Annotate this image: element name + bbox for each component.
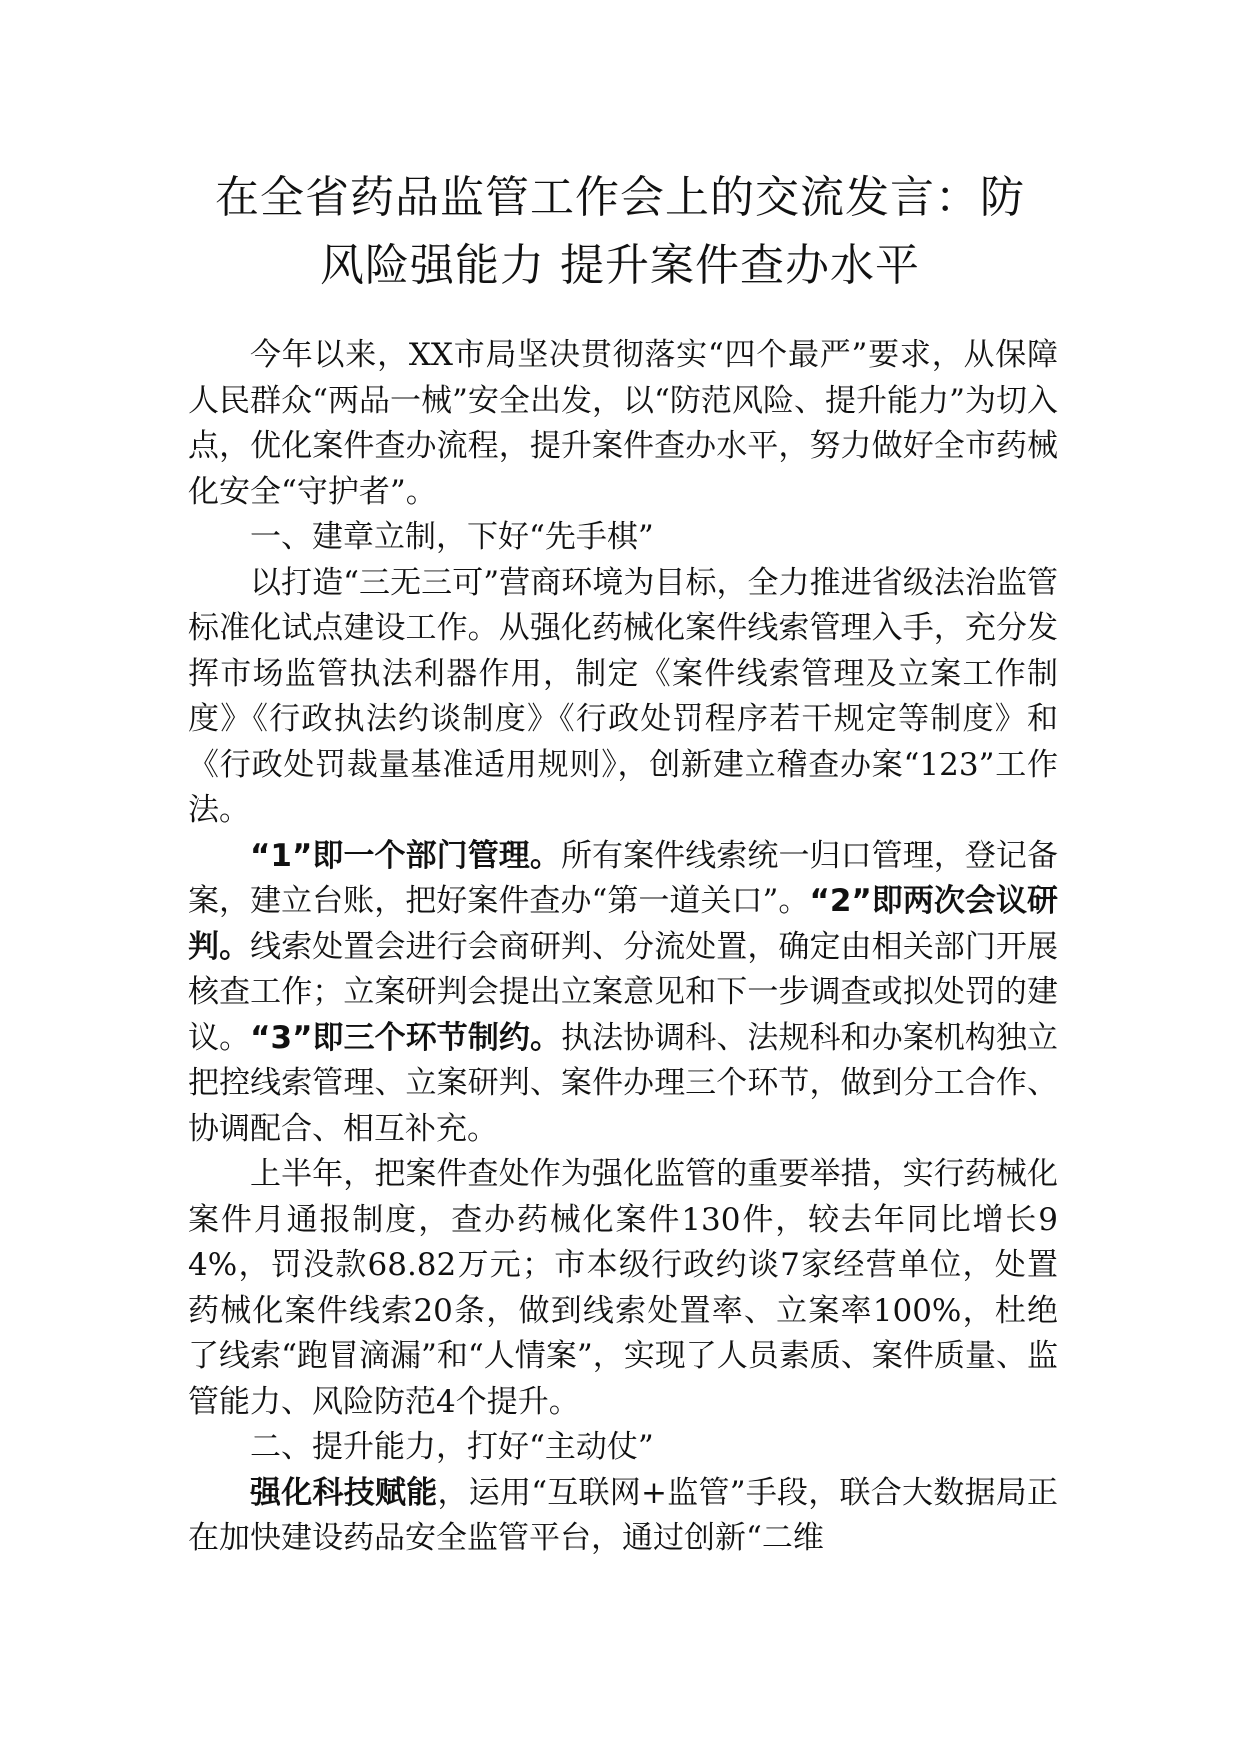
paragraph-text-tech: ，运用“互联网+监管”手段，联合大数据局正在加快建设药品安全监管平台，通过创新“二维 xyxy=(188,1474,1059,1556)
paragraph-text-2: 线索处置会进行会商研判、分流处置，确定由相关部门开展核查工作；立案研判会提出立案意见和下一步调查或拟处罚的建议。 xyxy=(188,928,1059,1056)
intro-paragraph: 今年以来，XX市局坚决贯彻落实“四个最严”要求，从保障人民群众“两品一械”安全出发，以“防范风险、提升能力”为切入点，优化案件查办流程，提升案件查办水平，努力做好全市药械化安全“守护者”。 xyxy=(188,337,1058,510)
bold-lead-3: “3”即三个环节制约。 xyxy=(250,1019,562,1056)
section-2-heading: 二、提升能力，打好“主动仗” xyxy=(250,1429,654,1465)
section-2-paragraph-1 xyxy=(188,1471,1058,1562)
document-title-line-1: 在全省药品监管工作会上的交流发言：防 xyxy=(215,172,1025,223)
bold-lead-2: “2”即两次会议研判。 xyxy=(188,883,1058,965)
section-1-paragraph-1: 以打造“三无三可”营商环境为目标，全力推进省级法治监管标准化试点建设工作。从强化药械化案件线索管理入手，充分发挥市场监管执法利器作用，制定《案件线索管理及立案工作制度》《行政执法约谈制度》《行政处罚程序若干规定等制度》和《行政处罚裁量基准适用规则》，创新建立稽查办案“123”工作法。 xyxy=(188,564,1058,828)
bold-lead-tech: 强化科技赋能 xyxy=(250,1474,438,1511)
section-1-paragraph-2 xyxy=(188,834,1058,1153)
document-title-line-2: 风险强能力 提升案件查办水平 xyxy=(320,240,920,291)
paragraph-text-3: 执法协调科、法规科和办案机构独立把控线索管理、立案研判、案件办理三个环节，做到分工合作、协调配合、相互补充。 xyxy=(188,1019,1059,1147)
paragraph-text-1: 所有案件线索统一归口管理，登记备案，建立台账，把好案件查办“第一道关口”。 xyxy=(188,837,1058,919)
bold-lead-1: “1”即一个部门管理。 xyxy=(250,837,561,874)
section-1-heading: 一、建章立制，下好“先手棋” xyxy=(250,519,654,555)
section-1-paragraph-3: 上半年，把案件查处作为强化监管的重要举措，实行药械化案件月通报制度，查办药械化案件130件，较去年同比增长94%，罚没款68.82万元；市本级行政约谈7家经营单位，处置药械化案件线索20条，做到线索处置率、立案率100%，杜绝了线索“跑冒滴漏”和“人情案”，实现了人员素质、案件质量、监管能力、风险防范4个提升。 xyxy=(188,1156,1058,1420)
document-body xyxy=(188,333,1058,1562)
